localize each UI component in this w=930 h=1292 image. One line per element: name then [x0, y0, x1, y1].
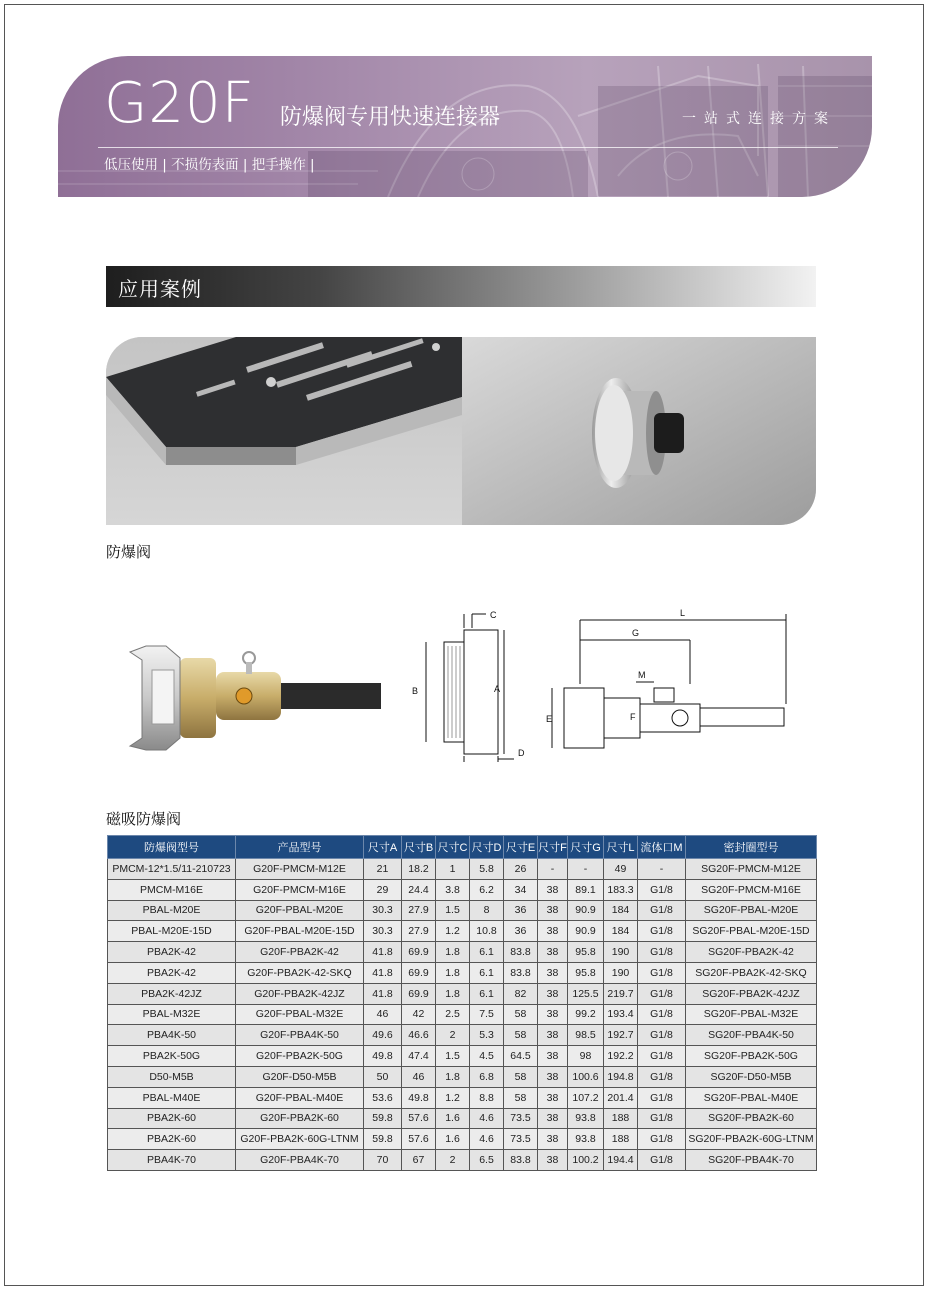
table-cell: 90.9 [568, 921, 604, 942]
table-cell: 2 [436, 1150, 470, 1171]
table-cell: SG20F-PBA2K-42-SKQ [686, 962, 817, 983]
table-cell: G1/8 [638, 921, 686, 942]
table-cell: 188 [604, 1108, 638, 1129]
table-cell: 1.8 [436, 983, 470, 1004]
table-cell: 59.8 [364, 1129, 402, 1150]
table-cell: G1/8 [638, 900, 686, 921]
table-cell: 100.6 [568, 1066, 604, 1087]
table-cell: 47.4 [402, 1046, 436, 1067]
table-cell: 38 [538, 1004, 568, 1025]
application-photo-illustration [106, 337, 816, 525]
table-row [108, 859, 817, 880]
table-cell: 46.6 [402, 1025, 436, 1046]
banner-divider [98, 147, 838, 148]
dim-label-b: B [412, 686, 419, 696]
table-cell: 188 [604, 1129, 638, 1150]
table-cell: 21 [364, 859, 402, 880]
table-cell: 58 [504, 1025, 538, 1046]
table-cell: G20F-PBA2K-42 [236, 942, 364, 963]
table-cell: 38 [538, 1025, 568, 1046]
table-cell: SG20F-PBA2K-42 [686, 942, 817, 963]
table-cell: 219.7 [604, 983, 638, 1004]
table-cell: G1/8 [638, 879, 686, 900]
table-cell: 1 [436, 859, 470, 880]
table-cell: G1/8 [638, 1046, 686, 1067]
table-row [108, 1129, 817, 1150]
table-cell: 4.5 [470, 1046, 504, 1067]
table-cell: 42 [402, 1004, 436, 1025]
product-name: 防爆阀专用快速连接器 [280, 105, 501, 130]
table-cell: 30.3 [364, 900, 402, 921]
table-cell: 2 [436, 1025, 470, 1046]
feature-list: 低压使用 | 不损伤表面 | 把手操作 | [104, 157, 315, 173]
table-cell: 58 [504, 1066, 538, 1087]
table-cell: 194.4 [604, 1150, 638, 1171]
table-cell: 95.8 [568, 962, 604, 983]
front-view-drawing [426, 614, 514, 762]
table-cell: SG20F-PBA2K-42JZ [686, 983, 817, 1004]
column-header: 尺寸A [364, 836, 402, 859]
spec-table [107, 835, 817, 1171]
table-cell: G20F-PMCM-M12E [236, 859, 364, 880]
table-cell: 73.5 [504, 1129, 538, 1150]
table-cell: G1/8 [638, 942, 686, 963]
table-cell: 38 [538, 921, 568, 942]
table-cell: 1.5 [436, 1046, 470, 1067]
table-cell: 53.6 [364, 1087, 402, 1108]
table-cell: 82 [504, 983, 538, 1004]
table-cell: 125.5 [568, 983, 604, 1004]
table-cell: 49 [604, 859, 638, 880]
table-cell: 69.9 [402, 942, 436, 963]
table-cell: 192.7 [604, 1025, 638, 1046]
table-cell: 69.9 [402, 983, 436, 1004]
table-cell: 38 [538, 983, 568, 1004]
table-cell: 18.2 [402, 859, 436, 880]
table-cell: PBA2K-50G [108, 1046, 236, 1067]
table-cell: SG20F-PMCM-M12E [686, 859, 817, 880]
table-cell: G20F-PBAL-M32E [236, 1004, 364, 1025]
column-header: 尺寸G [568, 836, 604, 859]
table-cell: 24.4 [402, 879, 436, 900]
table-cell: G1/8 [638, 1004, 686, 1025]
table-cell: G1/8 [638, 1129, 686, 1150]
table-cell: 83.8 [504, 942, 538, 963]
table-cell: 38 [538, 1046, 568, 1067]
table-cell: SG20F-PBA2K-60G-LTNM [686, 1129, 817, 1150]
table-cell: SG20F-PBA4K-70 [686, 1150, 817, 1171]
table-cell: 49.6 [364, 1025, 402, 1046]
table-cell: PBAL-M40E [108, 1087, 236, 1108]
table-row [108, 942, 817, 963]
table-cell: G20F-PBA2K-42JZ [236, 983, 364, 1004]
table-cell: 194.8 [604, 1066, 638, 1087]
table-cell: 29 [364, 879, 402, 900]
table-cell: G20F-PBA2K-60G-LTNM [236, 1129, 364, 1150]
table-cell: 1.6 [436, 1129, 470, 1150]
dim-label-l: L [680, 608, 686, 618]
table-cell: 6.1 [470, 942, 504, 963]
dim-label-c: C [490, 610, 497, 620]
table-cell: 46 [364, 1004, 402, 1025]
dim-label-f: F [630, 712, 636, 722]
table-cell: G1/8 [638, 1108, 686, 1129]
table-cell: G20F-PBAL-M20E-15D [236, 921, 364, 942]
table-cell: SG20F-PBAL-M40E [686, 1087, 817, 1108]
table-cell: PBA2K-42JZ [108, 983, 236, 1004]
table-cell: 49.8 [402, 1087, 436, 1108]
table-row [108, 1066, 817, 1087]
section-header [106, 266, 816, 307]
table-cell: 6.2 [470, 879, 504, 900]
table-cell: G1/8 [638, 1066, 686, 1087]
table-cell: 183.3 [604, 879, 638, 900]
dim-label-m: M [638, 670, 646, 680]
table-cell: 201.4 [604, 1087, 638, 1108]
table-cell: PBA2K-42 [108, 942, 236, 963]
table-cell: SG20F-PMCM-M16E [686, 879, 817, 900]
table-cell: 5.8 [470, 859, 504, 880]
table-cell: 1.8 [436, 942, 470, 963]
table-cell: PBA2K-60 [108, 1129, 236, 1150]
column-header: 尺寸D [470, 836, 504, 859]
table-body [108, 859, 817, 1171]
table-cell: 27.9 [402, 900, 436, 921]
table-cell: 30.3 [364, 921, 402, 942]
table-cell: 107.2 [568, 1087, 604, 1108]
table-cell: G20F-PBA2K-60 [236, 1108, 364, 1129]
table-cell: G20F-PBA2K-50G [236, 1046, 364, 1067]
table-cell: 99.2 [568, 1004, 604, 1025]
column-header: 尺寸B [402, 836, 436, 859]
table-cell: 2.5 [436, 1004, 470, 1025]
section-title: 应用案例 [118, 277, 202, 301]
column-header: 尺寸F [538, 836, 568, 859]
table-cell: G1/8 [638, 962, 686, 983]
table-row [108, 879, 817, 900]
table-cell: 38 [538, 879, 568, 900]
table-cell: 1.2 [436, 921, 470, 942]
table-row [108, 900, 817, 921]
table-cell: PMCM-M16E [108, 879, 236, 900]
table-cell: 83.8 [504, 1150, 538, 1171]
table-row [108, 1025, 817, 1046]
table-cell: 38 [538, 1066, 568, 1087]
table-cell: PBA4K-70 [108, 1150, 236, 1171]
column-header: 尺寸E [504, 836, 538, 859]
table-cell: G1/8 [638, 1150, 686, 1171]
table-row [108, 1150, 817, 1171]
column-header: 尺寸C [436, 836, 470, 859]
table-cell: SG20F-PBA4K-50 [686, 1025, 817, 1046]
table-cell: 46 [402, 1066, 436, 1087]
table-cell: SG20F-D50-M5B [686, 1066, 817, 1087]
table-cell: 58 [504, 1087, 538, 1108]
table-cell: PBAL-M20E-15D [108, 921, 236, 942]
dim-label-g: G [632, 628, 640, 638]
table-cell: G1/8 [638, 983, 686, 1004]
table-row [108, 1108, 817, 1129]
table-cell: 1.2 [436, 1087, 470, 1108]
table-cell: 98 [568, 1046, 604, 1067]
column-header: 密封圈型号 [686, 836, 817, 859]
table-cell: 1.5 [436, 900, 470, 921]
table-cell: 67 [402, 1150, 436, 1171]
table-cell: 73.5 [504, 1108, 538, 1129]
table-cell: SG20F-PBA2K-60 [686, 1108, 817, 1129]
dim-label-a: A [494, 684, 501, 694]
table-cell: 1.6 [436, 1108, 470, 1129]
table-cell: PBA4K-50 [108, 1025, 236, 1046]
table-cell: SG20F-PBA2K-50G [686, 1046, 817, 1067]
table-cell: - [538, 859, 568, 880]
table-cell: 8 [470, 900, 504, 921]
column-header: 流体口M [638, 836, 686, 859]
table-row [108, 962, 817, 983]
table-header-row [108, 836, 817, 859]
table-cell: 6.1 [470, 962, 504, 983]
table-cell: 36 [504, 900, 538, 921]
table-row [108, 1046, 817, 1067]
table-cell: 184 [604, 900, 638, 921]
table-cell: 98.5 [568, 1025, 604, 1046]
dimension-drawings [106, 600, 816, 770]
table-cell: 34 [504, 879, 538, 900]
table-cell: 57.6 [402, 1108, 436, 1129]
table-cell: G20F-PMCM-M16E [236, 879, 364, 900]
dim-label-d: D [518, 748, 525, 758]
application-photos [106, 337, 816, 525]
table-cell: 5.3 [470, 1025, 504, 1046]
table-cell: 26 [504, 859, 538, 880]
table-cell: 4.6 [470, 1108, 504, 1129]
technical-drawings [106, 600, 816, 770]
column-header: 防爆阀型号 [108, 836, 236, 859]
table-cell: 190 [604, 942, 638, 963]
table-cell: 100.2 [568, 1150, 604, 1171]
table-cell: 193.4 [604, 1004, 638, 1025]
table-cell: G20F-PBAL-M40E [236, 1087, 364, 1108]
table-cell: 57.6 [402, 1129, 436, 1150]
table-cell: G20F-PBA4K-50 [236, 1025, 364, 1046]
column-header: 尺寸L [604, 836, 638, 859]
table-cell: PBAL-M32E [108, 1004, 236, 1025]
product-code: G20F [104, 71, 255, 136]
table-cell: 27.9 [402, 921, 436, 942]
table-cell: 41.8 [364, 942, 402, 963]
side-view-drawing [552, 614, 786, 748]
table-cell: G20F-D50-M5B [236, 1066, 364, 1087]
table-cell: 38 [538, 1087, 568, 1108]
table-cell: G1/8 [638, 1087, 686, 1108]
table-cell: 50 [364, 1066, 402, 1087]
table-cell: 6.1 [470, 983, 504, 1004]
table-cell: 4.6 [470, 1129, 504, 1150]
table-cell: PBA2K-42 [108, 962, 236, 983]
valve-caption: 防爆阀 [106, 543, 152, 561]
table-cell: 70 [364, 1150, 402, 1171]
table-caption: 磁吸防爆阀 [106, 810, 182, 828]
table-cell: 95.8 [568, 942, 604, 963]
table-cell: PBA2K-60 [108, 1108, 236, 1129]
table-cell: 38 [538, 962, 568, 983]
table-cell: G20F-PBA2K-42-SKQ [236, 962, 364, 983]
table-cell: 69.9 [402, 962, 436, 983]
table-cell: 36 [504, 921, 538, 942]
table-row [108, 1004, 817, 1025]
table-cell: 41.8 [364, 962, 402, 983]
tagline: 一站式连接方案 [682, 111, 836, 127]
table-cell: 58 [504, 1004, 538, 1025]
table-cell: 90.9 [568, 900, 604, 921]
table-cell: 49.8 [364, 1046, 402, 1067]
table-cell: PBAL-M20E [108, 900, 236, 921]
table-cell: 8.8 [470, 1087, 504, 1108]
table-cell: 10.8 [470, 921, 504, 942]
table-cell: SG20F-PBAL-M20E [686, 900, 817, 921]
table-cell: 190 [604, 962, 638, 983]
table-cell: G1/8 [638, 1025, 686, 1046]
table-cell: 184 [604, 921, 638, 942]
table-cell: 38 [538, 1108, 568, 1129]
column-header: 产品型号 [236, 836, 364, 859]
table-cell: 38 [538, 1150, 568, 1171]
table-cell: 83.8 [504, 962, 538, 983]
table-cell: SG20F-PBAL-M32E [686, 1004, 817, 1025]
table-row [108, 921, 817, 942]
table-cell: 38 [538, 1129, 568, 1150]
table-cell: - [568, 859, 604, 880]
table-cell: 93.8 [568, 1108, 604, 1129]
table-cell: 6.8 [470, 1066, 504, 1087]
table-cell: D50-M5B [108, 1066, 236, 1087]
table-cell: 41.8 [364, 983, 402, 1004]
table-row [108, 1087, 817, 1108]
table-cell: 6.5 [470, 1150, 504, 1171]
table-cell: G20F-PBAL-M20E [236, 900, 364, 921]
table-cell: PMCM-12*1.5/11-210723 [108, 859, 236, 880]
table-cell: 59.8 [364, 1108, 402, 1129]
header-banner [58, 56, 872, 197]
table-cell: 1.8 [436, 962, 470, 983]
table-cell: 3.8 [436, 879, 470, 900]
table-cell: 89.1 [568, 879, 604, 900]
table-cell: 64.5 [504, 1046, 538, 1067]
table-row [108, 983, 817, 1004]
table-cell: 7.5 [470, 1004, 504, 1025]
dim-label-e: E [546, 714, 553, 724]
table-cell: 192.2 [604, 1046, 638, 1067]
table-cell: SG20F-PBAL-M20E-15D [686, 921, 817, 942]
table-cell: - [638, 859, 686, 880]
table-cell: 1.8 [436, 1066, 470, 1087]
table-cell: 38 [538, 942, 568, 963]
connector-photo [130, 646, 381, 750]
table-cell: 38 [538, 900, 568, 921]
table-cell: 93.8 [568, 1129, 604, 1150]
table-cell: G20F-PBA4K-70 [236, 1150, 364, 1171]
